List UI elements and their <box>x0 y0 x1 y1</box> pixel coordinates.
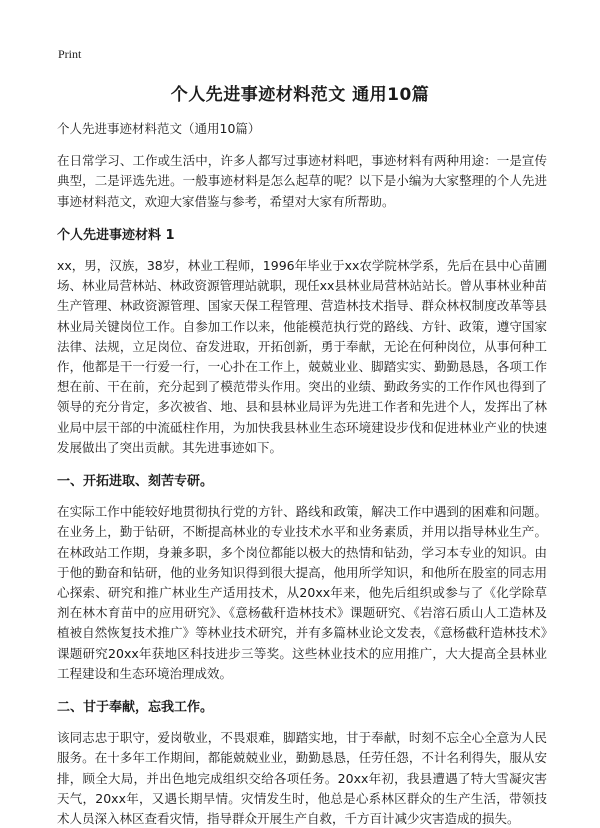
print-link[interactable]: Print <box>58 47 82 61</box>
paragraph-2: 该同志忠于职守，爱岗敬业，不畏艰难，脚踏实地，甘于奉献，时刻不忘全心全意为人民服务。在十多年工作期间，都能兢兢业业，勤勤恳恳，任劳任怨，不计名利得失，服从安排，顾全大局，并出色地完成组织交给各项任务。20xx年初，我县遭遇了特大雪凝灾害天气，20xx年，又遇长期旱情。灾情发生时，他总是心系林区群众的生产生活，带领技术人员深入林区查看灾情，指导群众开展生产自救，千方百计减少灾害造成的损失。 <box>57 730 547 827</box>
subheading-2: 二、甘于奉献，忘我工作。 <box>57 700 214 716</box>
intro-paragraph: 在日常学习、工作或生活中，许多人都写过事迹材料吧，事迹材料有两种用途：一是宣传典型，二是评选先进。一般事迹材料是怎么起草的呢？以下是小编为大家整理的个人先进事迹材料范文，欢迎大家借鉴与参考，希望对大家有所帮助。 <box>57 153 547 209</box>
page-title: 个人先进事迹材料范文 通用10篇 <box>170 85 430 105</box>
subheading-1: 一、开拓进取、刻苦专研。 <box>57 474 214 490</box>
document-subtitle: 个人先进事迹材料范文（通用10篇） <box>57 121 261 136</box>
section-heading: 个人先进事迹材料 1 <box>57 227 175 243</box>
section-paragraph: xx，男，汉族，38岁，林业工程师，1996年毕业于xx农学院林学系，先后在县中心苗圃场、林业局营林站、林政资源管理站就职，现任xx县林业局营林站站长。曾从事林业种苗生产管理、林政资源管理、国家天保工程管理、营造林技术指导、群众林权制度改革等县林业局关键岗位工作。自参加工作以来，他能模范执行党的路线、方针、政策，遵守国家法律、法规，立足岗位、奋发进取，开拓创新，勇于奉献，无论在何种岗位，从事何种工作，他都是干一行爱一行，一心扑在工作上，兢兢业业、脚踏实实、勤勤恳恳，各项工作想在前、干在前，充分起到了模范带头作用。突出的业绩、勤政务实的工作作风也得到了领导的充分肯定，多次被省、地、县和县林业局评为先进工作者和先进个人，发挥出了林业局中层干部的中流砥柱作用，为加快我县林业生态环境建设步伐和促进林业产业的快速发展做出了突出贡献。其先进事迹如下。 <box>57 258 547 455</box>
document-body <box>57 119 547 828</box>
paragraph-1: 在实际工作中能较好地贯彻执行党的方针、路线和政策，解决工作中遇到的困难和问题。在业务上，勤于钻研，不断提高林业的专业技术水平和业务素质，并用以指导林业生产。在林政站工作期，身兼多职，多个岗位都能以极大的热情和钻劲，学习本专业的知识。由于他的勤奋和钻研，他的业务知识得到很大提高，他用所学知识，和他所在股室的同志用心探索、研究和推广林业生产适用技术，从20xx年来，他先后组织或参与了《化学除草剂在林木育苗中的应用研究》、《意杨截秆造林技术》课题研究、《岩溶石质山人工造林及植被自然恢复技术推广》等林业技术研究，并有多篇林业论文发表，《意杨截秆造林技术》课题研究20xx年获地区科技进步三等奖。这些林业技术的应用推广，大大提高全县林业工程建设和生态环境治理成效。 <box>57 504 547 681</box>
